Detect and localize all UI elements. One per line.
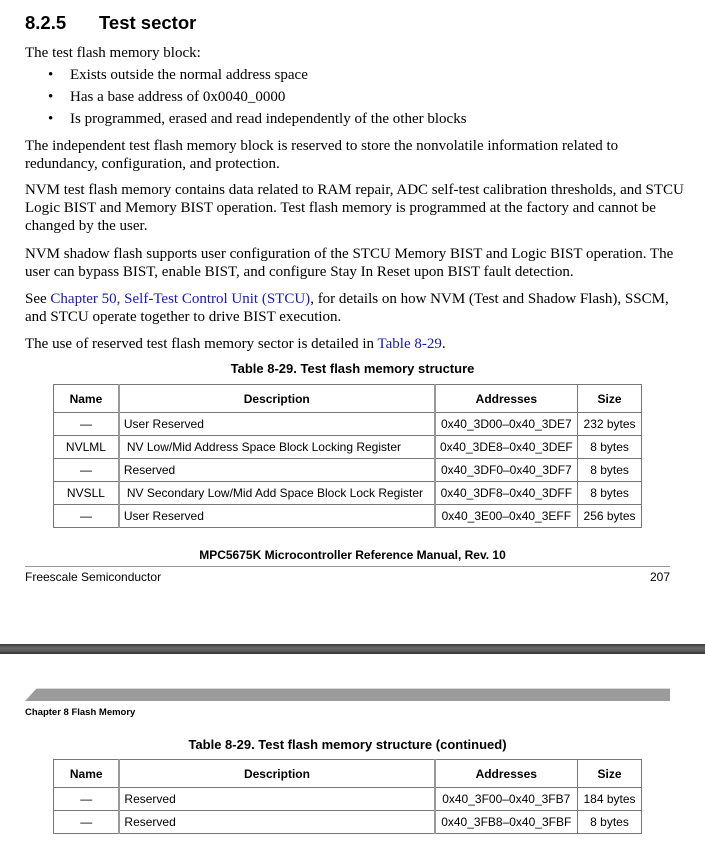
table-row — [54, 482, 642, 505]
cell-name: NVSLL — [54, 482, 119, 505]
table-caption-continued: Table 8-29. Test flash memory structure (continued) — [188, 737, 507, 752]
cell-name: — — [54, 413, 119, 436]
cell-addresses: 0x40_3DE8–0x40_3DEF — [435, 436, 578, 459]
cell-description: User Reserved — [119, 505, 435, 528]
column-header-size: Size — [578, 760, 642, 788]
cell-description: NV Secondary Low/Mid Add Space Block Lock Register — [119, 482, 435, 505]
cell-description: Reserved — [119, 459, 435, 482]
section-number: 8.2.5 — [25, 12, 67, 33]
table-row — [54, 788, 642, 811]
bullet-item: • Exists outside the normal address space — [48, 67, 308, 83]
cell-name: NVLML — [54, 436, 119, 459]
column-header-description: Description — [119, 385, 435, 413]
table-row — [54, 413, 642, 436]
cell-size: 232 bytes — [578, 413, 642, 436]
footer-manual-title: MPC5675K Microcontroller Reference Manual, Rev. 10 — [199, 548, 506, 562]
paragraph-shadow-flash: NVM shadow flash supports user configuration of the STCU Memory BIST and Logic BIST operation. The user can bypass BIST, enable BIST, and configure Stay In Reset upon BIST fault detection. — [25, 246, 674, 280]
chapter-50-link[interactable]: Chapter 50, Self-Test Control Unit (STCU) — [50, 291, 311, 307]
cell-name: — — [54, 788, 120, 811]
column-header-description: Description — [119, 760, 434, 788]
section-title: Test sector — [99, 12, 197, 33]
table-8-29-link[interactable]: Table 8-29 — [377, 336, 442, 352]
table-header-row — [54, 760, 642, 788]
cell-name: — — [54, 811, 120, 834]
bullet-icon: • — [48, 67, 54, 83]
column-header-name: Name — [54, 385, 119, 413]
paragraph-see-chapter: See Chapter 50, Self-Test Control Unit (STCU), for details on how NVM (Test and Shadow Flash), SSCM, and STCU operate together to drive BIST execution. — [25, 291, 669, 325]
cell-size: 8 bytes — [578, 436, 642, 459]
cell-description: Reserved — [119, 788, 434, 811]
cell-name: — — [54, 459, 119, 482]
table-row — [54, 505, 642, 528]
bullet-item: • Has a base address of 0x0040_0000 — [48, 89, 286, 105]
page-number: 207 — [649, 570, 670, 584]
cell-description: NV Low/Mid Address Space Block Locking Register — [119, 436, 435, 459]
table-row — [54, 436, 642, 459]
cell-size: 8 bytes — [578, 811, 642, 834]
cell-addresses: 0x40_3E00–0x40_3EFF — [435, 505, 578, 528]
cell-description: User Reserved — [119, 413, 435, 436]
column-header-size: Size — [578, 385, 642, 413]
chapter-header-label: Chapter 8 Flash Memory — [25, 707, 136, 718]
table-caption: Table 8-29. Test flash memory structure — [230, 361, 475, 376]
memory-structure-table — [53, 384, 642, 528]
section-heading — [25, 12, 196, 34]
cell-size: 8 bytes — [578, 482, 642, 505]
paragraph-redundancy: The independent test flash memory block is reserved to store the nonvolatile information related to redundancy, configuration, and protection. — [25, 138, 619, 172]
cell-size: 8 bytes — [578, 459, 642, 482]
cell-description: Reserved — [119, 811, 434, 834]
memory-structure-table-continued — [53, 759, 642, 834]
page-break-divider — [0, 644, 705, 654]
cell-addresses: 0x40_3F00–0x40_3FB7 — [435, 788, 578, 811]
chapter-header-bar — [25, 688, 670, 701]
table-header-row — [54, 385, 642, 413]
cell-addresses: 0x40_3DF8–0x40_3DFF — [435, 482, 578, 505]
column-header-name: Name — [54, 760, 120, 788]
intro-text: The test flash memory block: — [25, 45, 201, 61]
paragraph-table-ref: The use of reserved test flash memory sector is detailed in Table 8-29. — [25, 336, 446, 352]
cell-name: — — [54, 505, 119, 528]
bullet-item: • Is programmed, erased and read independently of the other blocks — [48, 111, 467, 127]
cell-addresses: 0x40_3D00–0x40_3DE7 — [435, 413, 578, 436]
bullet-icon: • — [48, 111, 54, 127]
table-row — [54, 811, 642, 834]
table-row — [54, 459, 642, 482]
column-header-addresses: Addresses — [435, 760, 578, 788]
cell-addresses: 0x40_3DF0–0x40_3DF7 — [435, 459, 578, 482]
paragraph-test-flash: NVM test flash memory contains data related to RAM repair, ADC self-test calibration thresholds, and STCU Logic BIST and Memory BIST operation. Test flash memory is programmed at the factory and cannot be changed by the user. — [25, 182, 684, 234]
cell-addresses: 0x40_3FB8–0x40_3FBF — [435, 811, 578, 834]
footer-company: Freescale Semiconductor — [25, 570, 162, 584]
cell-size: 184 bytes — [578, 788, 642, 811]
column-header-addresses: Addresses — [435, 385, 578, 413]
footer-divider — [25, 566, 670, 567]
cell-size: 256 bytes — [578, 505, 642, 528]
bullet-icon: • — [48, 89, 54, 105]
